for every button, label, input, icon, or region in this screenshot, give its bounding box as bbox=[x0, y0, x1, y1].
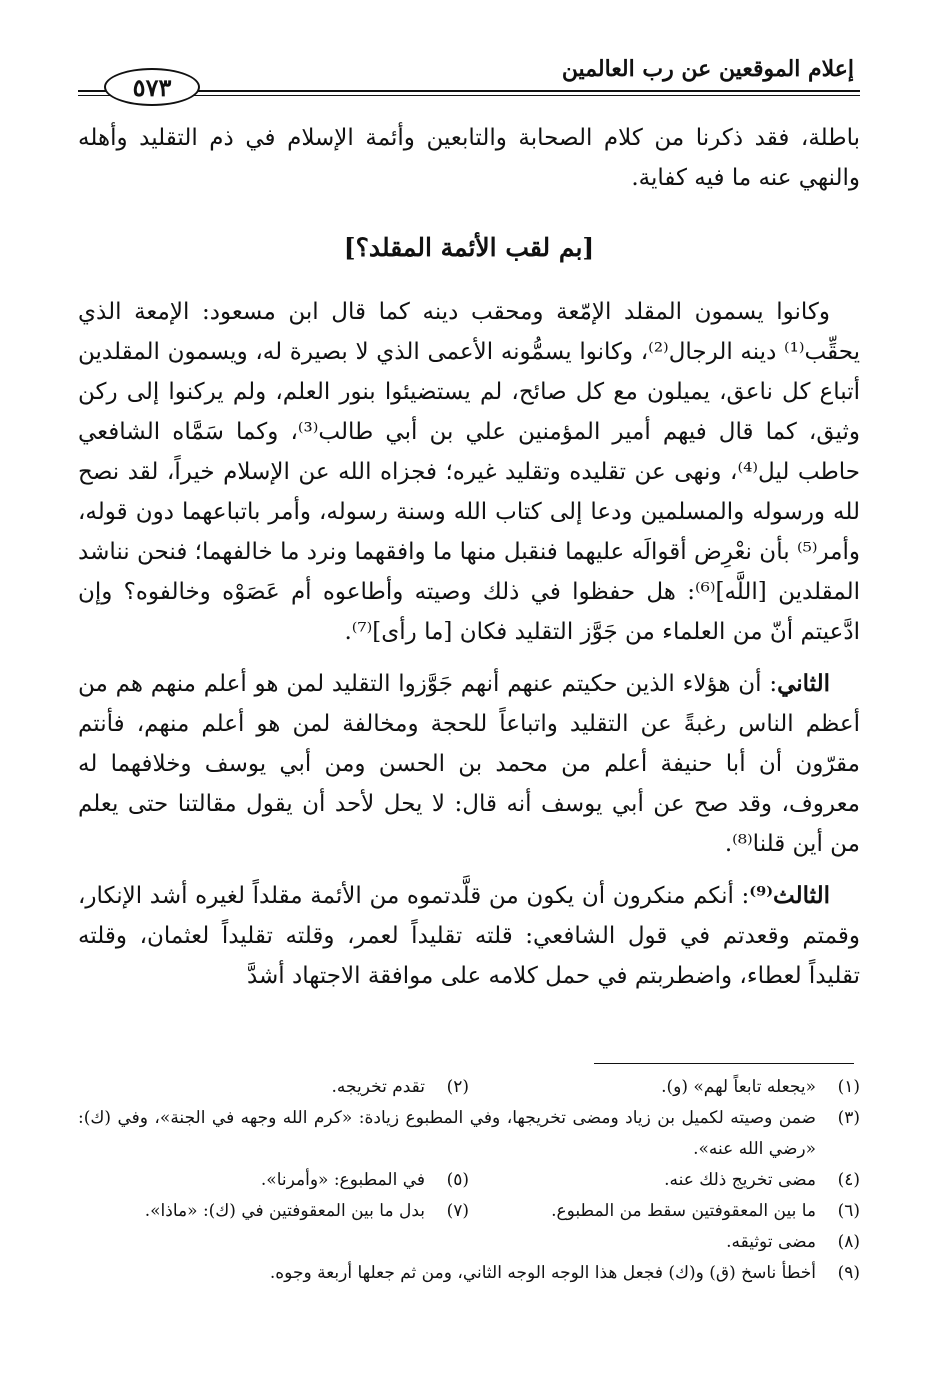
paragraph-3 bbox=[78, 664, 860, 864]
main-text bbox=[78, 118, 860, 996]
footnote-text: ضمن وصيته لكميل بن زياد ومضى تخريجها، وفي المطبوع زيادة: «كرم الله وجهه في الجنة»، وفي (ك): «رضي الله عنه». bbox=[78, 1108, 816, 1159]
footnote-number: (٦) bbox=[837, 1201, 860, 1221]
footnote-number: (٩) bbox=[837, 1263, 860, 1283]
footnote-row bbox=[78, 1258, 860, 1289]
running-title: إعلام الموقعين عن رب العالمين bbox=[561, 56, 854, 82]
footnote-text: بدل ما بين المعقوفتين في (ك): «ماذا». bbox=[144, 1201, 425, 1221]
footnote-number: (٤) bbox=[837, 1170, 860, 1190]
footnote-text: تقدم تخريجه. bbox=[331, 1077, 425, 1097]
footnote-number: (٨) bbox=[837, 1232, 860, 1252]
footnote-5 bbox=[78, 1165, 469, 1196]
footnote-row bbox=[78, 1165, 860, 1196]
footnote-3 bbox=[78, 1103, 860, 1165]
footnote-number: (٣) bbox=[837, 1108, 860, 1128]
footnote-number: (٧) bbox=[446, 1201, 469, 1221]
footnote-8 bbox=[78, 1227, 860, 1258]
footnote-number: (١) bbox=[837, 1077, 860, 1097]
section-heading: [بم لقب الأئمة المقلد؟] bbox=[343, 233, 595, 262]
footnote-2 bbox=[78, 1072, 469, 1103]
paragraph-3-lead: الثاني bbox=[777, 670, 830, 697]
footnote-4 bbox=[469, 1165, 860, 1196]
footnote-9 bbox=[78, 1258, 860, 1289]
footnote-1 bbox=[469, 1072, 860, 1103]
footnote-row bbox=[78, 1196, 860, 1227]
footnote-row bbox=[78, 1227, 860, 1258]
footnote-6 bbox=[469, 1196, 860, 1227]
paragraph-1: باطلة، فقد ذكرنا من كلام الصحابة والتابعين وأئمة الإسلام في ذم التقليد وأهله والنهي عنه ما فيه كفاية. bbox=[78, 125, 860, 191]
footnote-text: مضى تخريج ذلك عنه. bbox=[664, 1170, 816, 1190]
paragraph-4 bbox=[78, 876, 860, 996]
footnote-text: «يجعله تابعاً لهم» (و). bbox=[661, 1077, 816, 1097]
footnotes bbox=[78, 1072, 860, 1289]
page-number: ٥٧٣ bbox=[104, 68, 200, 106]
footnote-text: في المطبوع: «وأمرنا». bbox=[260, 1170, 425, 1190]
footnote-row bbox=[78, 1072, 860, 1103]
paragraph-4-lead: الثالث⁽⁹⁾ bbox=[749, 882, 830, 909]
footnote-text: ما بين المعقوفتين سقط من المطبوع. bbox=[551, 1201, 816, 1221]
footnote-7 bbox=[78, 1196, 469, 1227]
paragraph-4-text: : أنكم منكرون أن يكون من قلَّدتموه من الأئمة مقلداً لغيره أشد الإنكار، وقمتم وقعدتم في قول الشافعي: قلته تقليداً لعمر، وقلته تقليداً لعثمان، وقلته تقليداً لعطاء، واضطربتم في حمل كلامه على موافقة الاجتهاد أشدَّ bbox=[78, 883, 860, 989]
footnote-text: مضى توثيقه. bbox=[726, 1232, 816, 1252]
paragraph-3-text: : أن هؤلاء الذين حكيتم عنهم أنهم جَوَّزوا التقليد لمن هو أعلم منهم هم من أعظم الناس رغبةً عن التقليد واتباعاً للحجة ومخالفة لمن هو أعلم منهم، فأنتم مقرّون أن أبا حنيفة أعلم من محمد بن الحسن ومن أبي يوسف وخلافهما له معروف، وقد صح عن أبي يوسف أنه قال: لا يحل لأحد أن يقول مقالتنا حتى يعلم من أين قلنا⁽⁸⁾. bbox=[78, 671, 860, 857]
footnote-text: أخطأ ناسخ (ق) و(ك) فجعل هذا الوجه الوجه الثاني، ومن ثم جعلها أربعة وجوه. bbox=[269, 1263, 816, 1283]
footnote-row bbox=[78, 1103, 860, 1165]
paragraph-2: وكانوا يسمون المقلد الإمّعة ومحقب دينه كما قال ابن مسعود: الإمعة الذي يحقِّب⁽¹⁾ دينه الرجال⁽²⁾، وكانوا يسمُّونه الأعمى الذي لا بصيرة له، ويسمون المقلدين أتباع كل ناعق، يميلون مع كل صائح، لم يستضيئوا بنور العلم، ولم يركنوا إلى ركن وثيق، كما قال فيهم أمير المؤمنين علي بن أبي طالب⁽³⁾، وكما سَمَّاه الشافعي حاطب ليل⁽⁴⁾، ونهى عن تقليده وتقليد غيره؛ فجزاه الله عن الإسلام خيراً، لقد نصح لله ورسوله والمسلمين ودعا إلى كتاب الله وسنة رسوله، وأمر باتباعهما دون قوله، وأمر⁽⁵⁾ بأن نعْرِض أقوالَه عليهما فنقبل منها ما وافقهما ونرد ما خالفهما؛ فنحن نناشد المقلدين [اللَّه]⁽⁶⁾: هل حفظوا في ذلك وصيته وأطاعوه أم عَصَوْه وخالفوه؟ وإن ادَّعيتم أنّ من العلماء من جَوَّز التقليد فكان [ما رأى]⁽⁷⁾. bbox=[78, 299, 860, 645]
footnote-number: (٢) bbox=[446, 1077, 469, 1097]
page-header bbox=[78, 52, 860, 102]
footnote-number: (٥) bbox=[446, 1170, 469, 1190]
footnote-separator bbox=[594, 1063, 854, 1064]
